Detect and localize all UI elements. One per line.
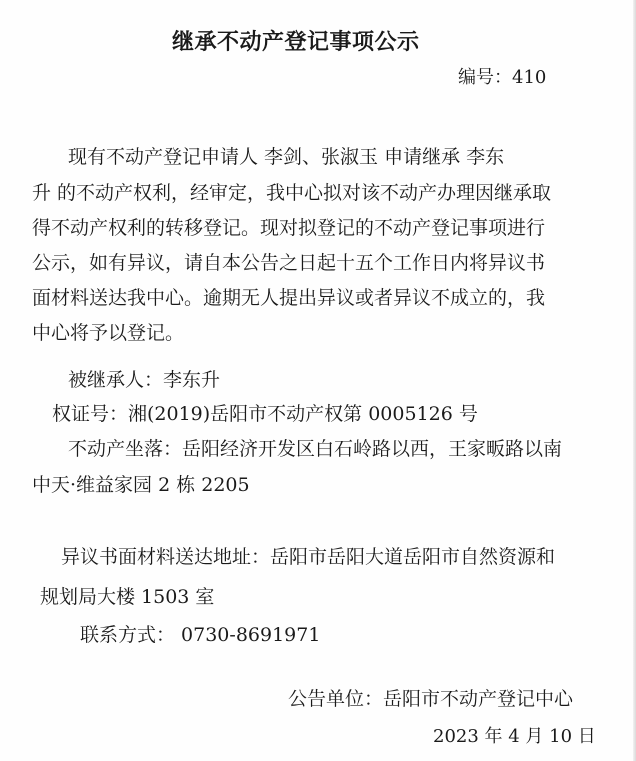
objection-address-line: 异议书面材料送达地址：岳阳市岳阳大道岳阳市自然资源和 — [61, 546, 556, 568]
notice-date: 2023 年 4 月 10 日 — [433, 726, 596, 747]
body-line: 公示，如有异议，请自本公告之日起十五个工作日内将异议书 — [32, 252, 546, 274]
notice-number: 编号：410 — [458, 67, 547, 88]
body-line: 升 的不动产权利，经审定，我中心拟对该不动产办理因继承取 — [32, 182, 552, 204]
property-location-line: 不动产坐落：岳阳经济开发区白石岭路以西，王家畈路以南 — [68, 438, 563, 460]
contact-line: 联系方式： 0730-8691971 — [80, 624, 321, 646]
certificate-line: 权证号：湘(2019)岳阳市不动产权第 0005126 号 — [52, 403, 478, 425]
body-line: 得不动产权利的转移登记。现对拟登记的不动产登记事项进行 — [32, 217, 546, 239]
property-location-line: 中天·维益家园 2 栋 2205 — [32, 474, 250, 496]
body-line: 中心将予以登记。 — [32, 322, 185, 344]
body-line: 面材料送达我中心。逾期无人提出异议或者异议不成立的，我 — [32, 287, 546, 309]
decedent-line: 被继承人：李东升 — [68, 369, 221, 391]
body-line: 现有不动产登记申请人 李剑、张淑玉 申请继承 李东 — [68, 146, 505, 168]
issuing-unit: 公告单位：岳阳市不动产登记中心 — [288, 688, 574, 710]
objection-address-line: 规划局大楼 1503 室 — [40, 586, 215, 608]
notice-title: 继承不动产登记事项公示 — [172, 30, 420, 55]
